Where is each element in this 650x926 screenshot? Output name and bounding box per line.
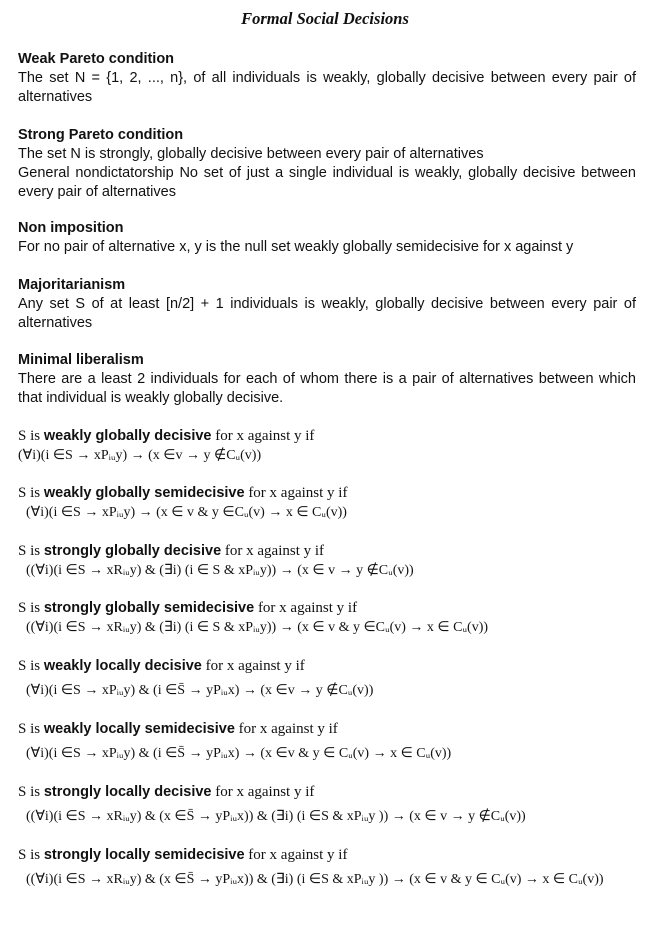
definition-term: weakly locally semidecisive (43, 721, 235, 737)
definition-suffix: for x against y if (201, 658, 305, 674)
definition-heading (18, 846, 638, 865)
definition-term: strongly locally decisive (43, 784, 212, 800)
definition-prefix: S is (18, 847, 44, 863)
definition-strongly-locally-semidecisive (18, 846, 638, 889)
definition-formula: ((∀i)(i ∈S → xRᵢᵤy) & (x ∈S̄ → yPᵢᵤx)) & (∃i) (i ∈S & xPᵢᵤy )) → (x ∈ v & y ∈ Cᵤ(v) → x ∈ Cᵤ(v)) (26, 872, 604, 887)
definition-formula: (∀i)(i ∈S → xPᵢᵤy) & (i ∈S̄ → yPᵢᵤx) → (x ∈v & y ∈ Cᵤ(v) → x ∈ Cᵤ(v)) (26, 746, 452, 761)
definition-formula: (∀i)(i ∈S → xPᵢᵤy) & (i ∈S̄ → yPᵢᵤx) → (x ∈v → y ∉Cᵤ(v)) (26, 683, 374, 698)
definition-prefix: S is (18, 658, 44, 674)
section-heading: Non imposition (18, 220, 124, 236)
definition-heading (18, 427, 638, 446)
definition-suffix: for x against y if (221, 543, 325, 559)
definition-formula: ((∀i)(i ∈S → xRᵢᵤy) & (∃i) (i ∈ S & xPᵢᵤy)) → (x ∈ v & y ∈Cᵤ(v) → x ∈ Cᵤ(v)) (26, 620, 489, 635)
definition-heading (18, 599, 638, 618)
definition-heading (18, 484, 638, 503)
definition-heading (18, 542, 638, 561)
section-majoritarianism (18, 276, 636, 333)
definition-term: weakly globally semidecisive (43, 485, 245, 501)
section-minimal-liberalism (18, 351, 636, 408)
definition-formula: (∀i)(i ∈S → xPᵢᵤy) → (x ∈ v & y ∈Cᵤ(v) → x ∈ Cᵤ(v)) (26, 505, 347, 520)
definition-prefix: S is (18, 428, 44, 444)
section-body-secondary: General nondictatorship No set of just a single individual is weakly, globally decisive between every pair of alternatives (18, 165, 636, 200)
definition-prefix: S is (18, 543, 44, 559)
section-body: There are a least 2 individuals for each of whom there is a pair of alternatives between which that individual is weakly globally decisive. (18, 371, 636, 406)
section-heading: Weak Pareto condition (18, 51, 175, 67)
definition-term: strongly globally semidecisive (43, 600, 255, 616)
section-body: Any set S of at least [n/2] + 1 individuals is weakly, globally decisive between every pair of alternatives (18, 296, 636, 331)
section-body: The set N = {1, 2, ..., n}, of all individuals is weakly, globally decisive between every pair of alternatives (18, 70, 636, 105)
page-title: Formal Social Decisions (241, 9, 409, 28)
definition-suffix: for x against y if (254, 600, 358, 616)
definition-suffix: for x against y if (211, 428, 315, 444)
definition-term: strongly globally decisive (43, 543, 222, 559)
definition-heading (18, 720, 638, 739)
definition-weakly-locally-semidecisive (18, 720, 638, 763)
definition-formula: (∀i)(i ∈S → xPᵢᵤy) → (x ∈v → y ∉Cᵤ(v)) (18, 448, 262, 463)
section-non-imposition (18, 219, 636, 257)
definition-prefix: S is (18, 600, 44, 616)
definition-suffix: for x against y if (211, 784, 315, 800)
section-heading: Strong Pareto condition (18, 127, 184, 143)
definition-suffix: for x against y if (234, 721, 338, 737)
definition-suffix: for x against y if (244, 485, 348, 501)
definition-strongly-globally-decisive (18, 542, 638, 580)
definition-prefix: S is (18, 485, 44, 501)
section-weak-pareto (18, 50, 636, 107)
section-body: The set N is strongly, globally decisive between every pair of alternatives (18, 146, 484, 162)
section-body: For no pair of alternative x, y is the null set weakly globally semidecisive for x against y (18, 239, 574, 255)
definition-formula: ((∀i)(i ∈S → xRᵢᵤy) & (x ∈S̄ → yPᵢᵤx)) & (∃i) (i ∈S & xPᵢᵤy )) → (x ∈ v → y ∉Cᵤ(v)) (26, 809, 526, 824)
definition-weakly-globally-semidecisive (18, 484, 638, 522)
definition-term: weakly locally decisive (43, 658, 202, 674)
definition-heading (18, 657, 638, 676)
definition-suffix: for x against y if (244, 847, 348, 863)
definition-prefix: S is (18, 784, 44, 800)
definition-strongly-locally-decisive (18, 783, 638, 826)
definition-weakly-locally-decisive (18, 657, 638, 700)
definition-formula: ((∀i)(i ∈S → xRᵢᵤy) & (∃i) (i ∈ S & xPᵢᵤy)) → (x ∈ v → y ∉Cᵤ(v)) (26, 563, 414, 578)
definition-term: weakly globally decisive (43, 428, 212, 444)
definition-prefix: S is (18, 721, 44, 737)
definition-heading (18, 783, 638, 802)
section-strong-pareto (18, 126, 636, 202)
definition-term: strongly locally semidecisive (43, 847, 245, 863)
definition-weakly-globally-decisive (18, 427, 638, 465)
section-heading: Majoritarianism (18, 277, 126, 293)
section-heading: Minimal liberalism (18, 352, 144, 368)
definition-strongly-globally-semidecisive (18, 599, 638, 637)
